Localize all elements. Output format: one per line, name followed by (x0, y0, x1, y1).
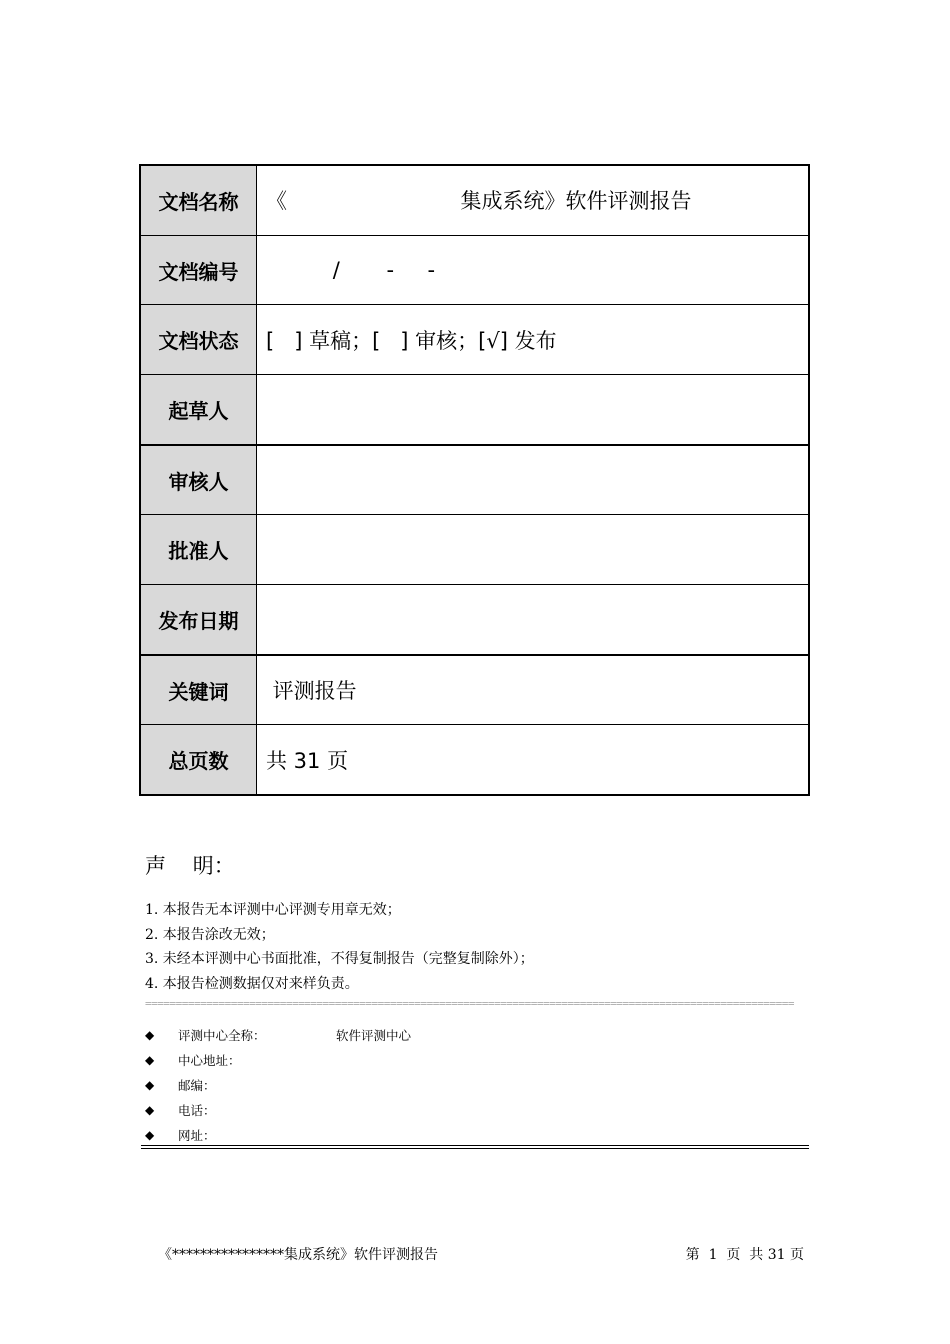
release-date-label: 发布日期 (141, 585, 257, 654)
contact-label: 电话： (178, 1102, 216, 1118)
approver-value (257, 515, 808, 584)
doc-status-value: [ ] 草稿；[ ] 审核；[√] 发布 (266, 328, 557, 353)
footer-report-title: 《****************集成系统》软件评测报告 (158, 1247, 438, 1263)
double-rule-divider (141, 1145, 809, 1149)
row-keywords (141, 654, 808, 725)
keywords-label: 关键词 (141, 656, 257, 725)
document-info-table (139, 164, 810, 796)
diamond-bullet-icon: ◆ (145, 1027, 155, 1042)
equals-divider: ========================================================================================================== (145, 997, 794, 1010)
statement-title: 声 明： (145, 854, 235, 878)
contact-value: 软件评测中心 (336, 1027, 412, 1043)
statement-note: 4. 本报告检测数据仅对来样负责。 (145, 975, 359, 992)
doc-name-value: 《 集成系统》软件评测报告 (266, 189, 692, 214)
contact-label: 网址： (178, 1127, 216, 1143)
drafter-value (257, 375, 808, 444)
row-doc-name (141, 166, 808, 235)
doc-number-label: 文档编号 (141, 236, 257, 305)
contact-label: 评测中心全称： (178, 1027, 266, 1043)
row-release-date (141, 584, 808, 654)
reviewer-value (257, 446, 808, 515)
diamond-bullet-icon: ◆ (145, 1127, 155, 1142)
row-doc-status (141, 304, 808, 374)
footer-page-number: 第 1 页 共 31 页 (685, 1247, 804, 1263)
approver-label: 批准人 (141, 515, 257, 584)
contact-item-website (145, 1122, 411, 1147)
row-drafter (141, 374, 808, 444)
contact-item-address (145, 1047, 411, 1072)
total-pages-label: 总页数 (141, 725, 257, 794)
diamond-bullet-icon: ◆ (145, 1077, 155, 1092)
contact-item-phone (145, 1097, 411, 1122)
row-approver (141, 514, 808, 584)
doc-status-label: 文档状态 (141, 305, 257, 374)
doc-number-value: / - - (266, 258, 436, 282)
row-total-pages (141, 724, 808, 794)
row-reviewer (141, 444, 808, 515)
contact-item-postcode (145, 1072, 411, 1097)
diamond-bullet-icon: ◆ (145, 1102, 155, 1117)
statement-notes (145, 898, 534, 996)
contact-item-center-name (145, 1022, 411, 1047)
keywords-value: 评测报告 (266, 679, 357, 704)
drafter-label: 起草人 (141, 375, 257, 444)
statement-note: 1. 本报告无本评测中心评测专用章无效； (145, 902, 401, 918)
total-pages-value: 共 31 页 (266, 748, 349, 773)
statement-note: 3. 未经本评测中心书面批准，不得复制报告（完整复制除外）； (145, 951, 534, 967)
row-doc-number (141, 235, 808, 305)
release-date-value (257, 585, 808, 654)
diamond-bullet-icon: ◆ (145, 1052, 155, 1067)
statement-note: 2. 本报告涂改无效； (145, 926, 275, 943)
reviewer-label: 审核人 (141, 446, 257, 515)
contact-label: 中心地址： (178, 1052, 241, 1068)
contact-label: 邮编： (178, 1077, 216, 1093)
doc-name-label: 文档名称 (141, 166, 257, 235)
contact-list (145, 1022, 411, 1147)
